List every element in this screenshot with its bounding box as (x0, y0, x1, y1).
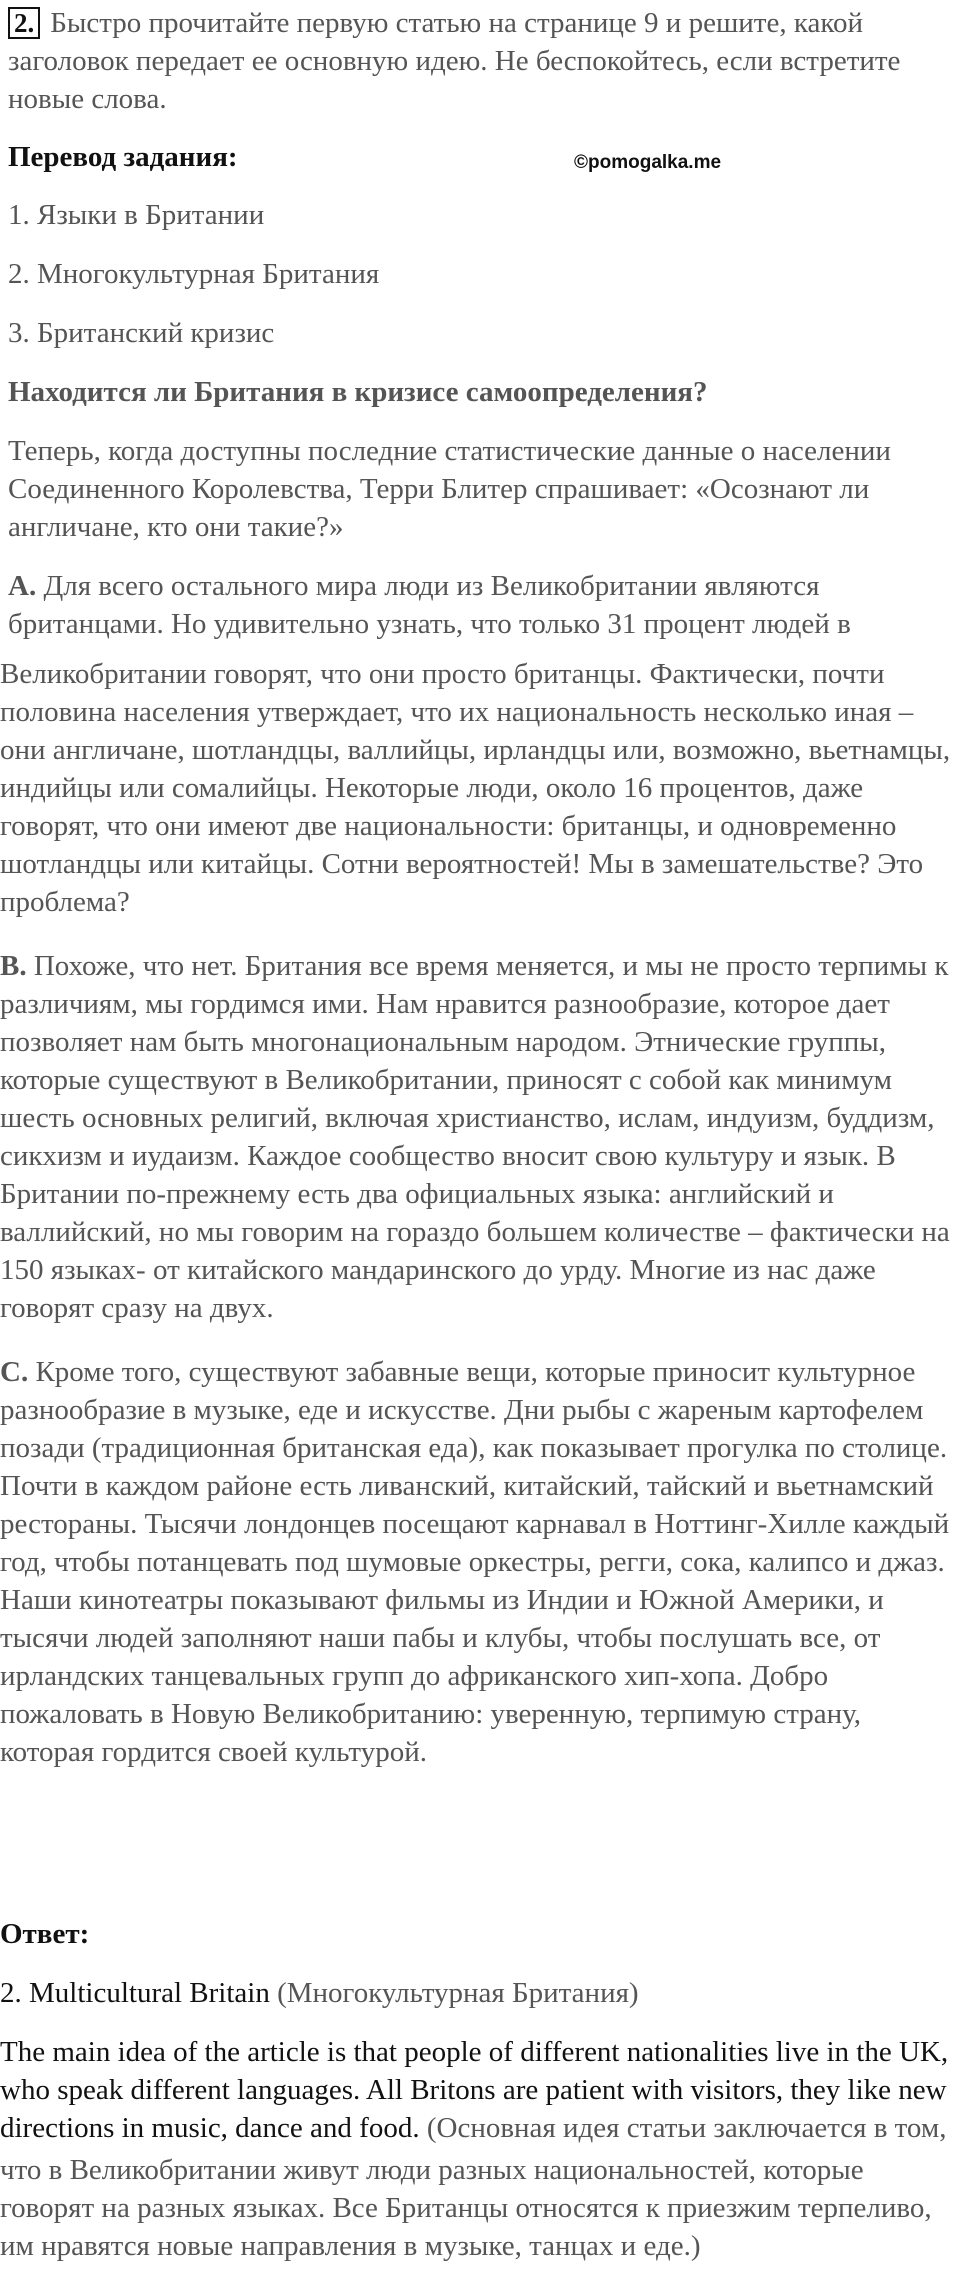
intro-line-3: англичане, кто они такие?» (8, 511, 344, 543)
option-2: 2. Многокультурная Британия (8, 258, 380, 290)
answer-choice (0, 1974, 639, 2012)
answer-en-last: directions in music, dance and food. (0, 2112, 420, 2144)
watermark: ©pomogalka.me (574, 152, 722, 173)
answer-choice-ru: (Многокультурная Британия) (269, 1977, 639, 2009)
paragraph-a-line-2: британцами. Но удивительно узнать, что только 31 процент людей в (8, 608, 851, 640)
paragraph-a-text: Для всего остального мира люди из Великобритании являются (36, 570, 820, 602)
task-line-2: заголовок передает ее основную идею. Не беспокойтесь, если встретите (8, 45, 901, 77)
paragraph-b-line-7: Британии по-прежнему есть два официальных языка: английский и (0, 1178, 834, 1210)
option-1: 1. Языки в Британии (8, 199, 265, 231)
answer-en-line-1: The main idea of the article is that people of different nationalities live in the UK, (0, 2036, 949, 2068)
paragraph-a-line-9: проблема? (0, 886, 130, 918)
task-line-1 (8, 4, 863, 42)
paragraph-a-line-1 (8, 567, 819, 605)
paragraph-b-line-5: шесть основных религий, включая христианство, ислам, индуизм, буддизм, (0, 1102, 935, 1134)
answer-ru-line-2: говорят на разных языках. Все Британцы относятся к приезжим терпеливо, (0, 2192, 932, 2224)
paragraph-c-label: C. (0, 1356, 29, 1388)
paragraph-c-line-1 (0, 1353, 915, 1391)
paragraph-c-line-5: рестораны. Тысячи лондонцев посещают карнавал в Ноттинг-Хилле каждый (0, 1508, 950, 1540)
answer-en-line-2: who speak different languages. All Britons are patient with visitors, they like new (0, 2074, 947, 2106)
paragraph-b-line-9: 150 языках- от китайского мандаринского до урду. Многие из нас даже (0, 1254, 876, 1286)
paragraph-c-line-4: Почти в каждом районе есть ливанский, китайский, тайский и вьетнамский (0, 1470, 934, 1502)
translation-heading: Перевод задания: (8, 141, 238, 173)
paragraph-a-line-5: они англичане, шотландцы, валлийцы, ирландцы или, возможно, вьетнамцы, (0, 734, 951, 766)
paragraph-c-line-7: Наши кинотеатры показывают фильмы из Индии и Южной Америки, и (0, 1584, 884, 1616)
paragraph-b-line-10: говорят сразу на двух. (0, 1292, 274, 1324)
paragraph-b-line-3: позволяет нам быть многонациональным народом. Этнические группы, (0, 1026, 887, 1058)
intro-line-2: Соединенного Королевства, Терри Блитер спрашивает: «Осознают ли (8, 473, 870, 505)
paragraph-c-text: Кроме того, существуют забавные вещи, которые приносит культурное (28, 1356, 916, 1388)
paragraph-b-line-1 (0, 947, 948, 985)
paragraph-b-line-6: сикхизм и иудаизм. Каждое сообщество вносит свою культуру и язык. В (0, 1140, 896, 1172)
paragraph-a-line-6: индийцы или сомалийцы. Некоторые люди, около 16 процентов, даже (0, 772, 864, 804)
paragraph-c-line-11: которая гордится своей культурой. (0, 1736, 427, 1768)
answer-ru-line-3: им нравятся новые направления в музыке, танцах и еде.) (0, 2230, 701, 2262)
paragraph-c-line-8: тысячи людей заполняют наши пабы и клубы, чтобы послушать все, от (0, 1622, 881, 1654)
paragraph-c-line-3: позади (традиционная британская еда), как показывает прогулка по столице. (0, 1432, 948, 1464)
answer-choice-en: 2. Multicultural Britain (0, 1977, 270, 2009)
paragraph-b-label: B. (0, 950, 27, 982)
task-text: Быстро прочитайте первую статью на странице 9 и решите, какой (50, 7, 864, 39)
paragraph-c-line-6: год, чтобы потанцевать под шумовые оркестры, регги, сока, калипсо и джаз. (0, 1546, 945, 1578)
paragraph-a-label: A. (8, 570, 37, 602)
task-line-3: новые слова. (8, 83, 167, 115)
article-title: Находится ли Британия в кризисе самоопределения? (8, 376, 708, 408)
paragraph-b-line-8: валлийский, но мы говорим на гораздо большем количестве – фактически на (0, 1216, 950, 1248)
paragraph-c-line-9: ирландских танцевальных групп до африканского хип-хопа. Добро (0, 1660, 829, 1692)
paragraph-a-line-8: шотландцы или китайцы. Сотни вероятностей! Мы в замешательстве? Это (0, 848, 924, 880)
paragraph-b-text: Похоже, что нет. Британия все время меняется, и мы не просто терпимы к (26, 950, 949, 982)
answer-ru-first: (Основная идея статьи заключается в том, (419, 2112, 947, 2144)
answer-heading: Ответ: (0, 1918, 90, 1950)
paragraph-b-line-2: различиям, мы гордимся ими. Нам нравится разнообразие, которое дает (0, 988, 890, 1020)
paragraph-c-line-10: пожаловать в Новую Великобританию: уверенную, терпимую страну, (0, 1698, 861, 1730)
paragraph-a-line-7: говорят, что они имеют две национальности: британцы, и одновременно (0, 810, 897, 842)
paragraph-a-line-3: Великобритании говорят, что они просто британцы. Фактически, почти (0, 658, 885, 690)
option-3: 3. Британский кризис (8, 317, 275, 349)
intro-line-1: Теперь, когда доступны последние статистические данные о населении (8, 435, 891, 467)
paragraph-a-line-4: половина населения утверждает, что их национальность несколько иная – (0, 696, 914, 728)
answer-mixed-line (0, 2109, 946, 2147)
task-number: 2. (8, 7, 40, 39)
paragraph-b-line-4: которые существуют в Великобритании, приносят с собой как минимум (0, 1064, 893, 1096)
paragraph-c-line-2: разнообразие в музыке, еде и искусстве. Дни рыбы с жареным картофелем (0, 1394, 924, 1426)
answer-ru-line-1: что в Великобритании живут люди разных национальностей, которые (0, 2154, 864, 2186)
